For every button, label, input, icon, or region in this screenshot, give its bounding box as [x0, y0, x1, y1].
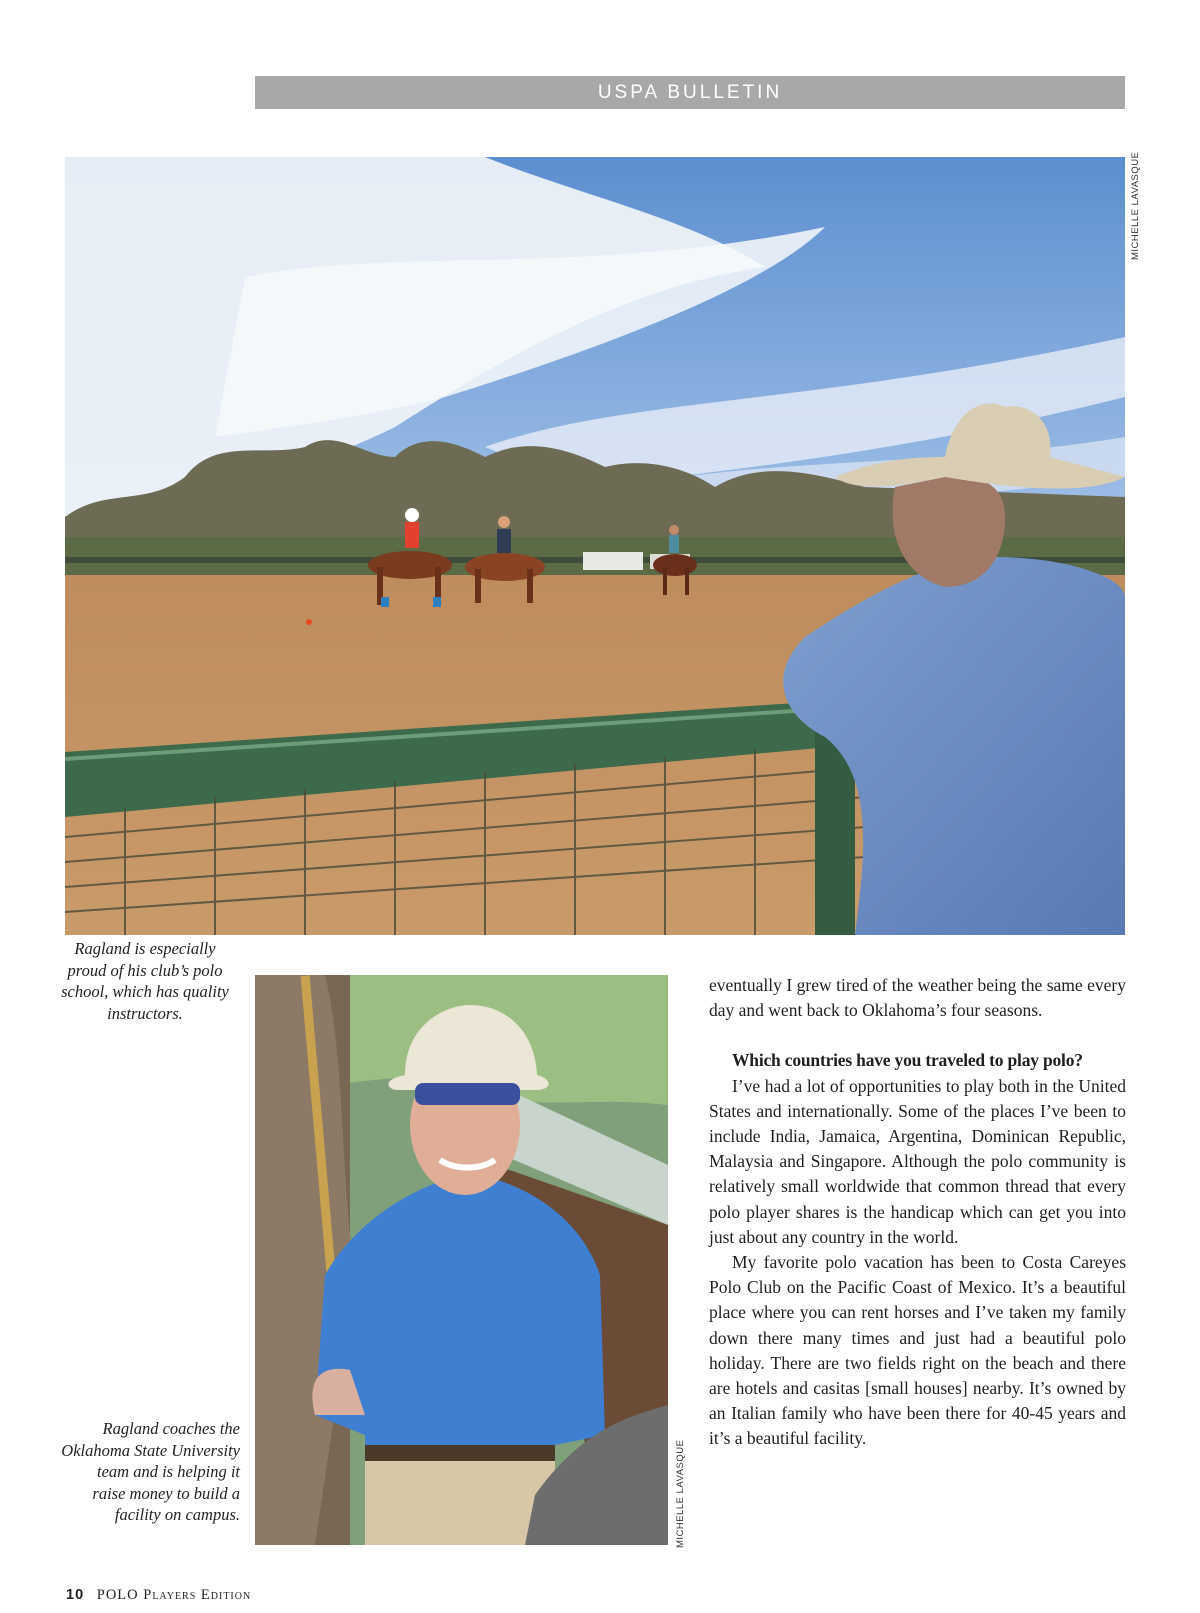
article-paragraph: My favorite polo vacation has been to Costa Careyes Polo Club on the Pacific Coast of Mexico. It’s a beautiful place where you can rent horses and I’ve taken my family down there many times and just had a beautiful polo holiday. There are two fields right on the beach and there are hotels and casitas [small houses] nearby. It’s owned by an Italian family who have been there for 40-45 years and it’s a beautiful facility. — [709, 1252, 1126, 1449]
interview-question: Which countries have you traveled to play polo? — [732, 1050, 1083, 1071]
portrait-photo — [255, 975, 668, 1545]
publication-name: POLO Players Edition — [96, 1587, 252, 1603]
section-header-bar — [255, 76, 1125, 109]
paragraph-gap — [709, 1023, 1126, 1048]
main-photo — [65, 157, 1125, 935]
portrait-caption: Ragland coaches the Oklahoma State University team and is helping it raise money to build a facility on campus. — [61, 1419, 240, 1524]
main-photo-caption: Ragland is especially proud of his club’s polo school, which has quality instructors. — [61, 939, 229, 1023]
article-paragraph: eventually I grew tired of the weather being the same every day and went back to Oklahoma’s four seasons. — [709, 975, 1126, 1021]
page-number: 10 — [66, 1587, 85, 1603]
main-photo-credit: MICHELLE LAVASQUE — [1130, 151, 1141, 260]
portrait-photo-credit: MICHELLE LAVASQUE — [675, 1439, 686, 1548]
page-footer — [66, 1587, 251, 1604]
section-title: USPA BULLETIN — [597, 82, 783, 103]
main-photo-illustration — [65, 157, 1125, 935]
article-column — [709, 973, 1126, 1452]
article-paragraph: I’ve had a lot of opportunities to play both in the United States and internationally. Some of the places I’ve been to include India, Jamaica, Argentina, Dominican Republic, Malaysia and Singapore. Although the polo community is relatively small worldwide that common thread that every polo player shares is the handicap which can get you into just about any country in the world. — [709, 1075, 1126, 1247]
portrait-illustration — [255, 975, 668, 1545]
